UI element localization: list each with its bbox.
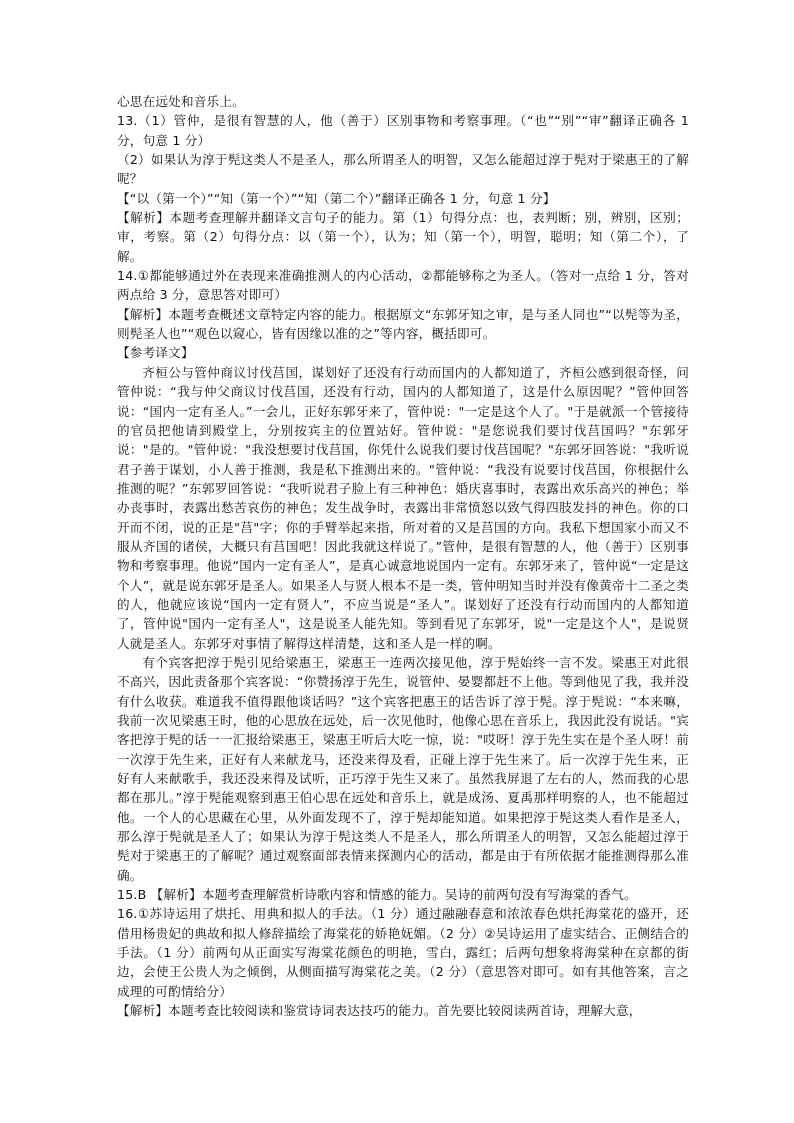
answer-15: 15.B 【解析】本题考查理解赏析诗歌内容和情感的能力。吴诗的前两句没有写海棠的香气。 [117,887,637,903]
answer-16: 16.①苏诗运用了烘托、用典和拟人的手法。（1 分）通过融融春意和浓浓春色烘托海棠花的盛开，还借用杨贵妃的典故和拟人修辞描绘了海棠花的娇艳妩媚。（2 分）②吴诗运用了虚实结合、正侧结合的手法。（1 分）前两句从正面实写海棠花颜色的明艳，雪白，露红；后两句想象将海棠种在京都的街边，会使王公贵人为之倾倒，从侧面描写海棠花之美。（2 分）（意思答对即可。如有其他答案，言之成理的可酌情给分） [117,906,689,999]
answer-13-part-2: （2）如果认为淳于髡这类人不是圣人，那么所谓圣人的明智，又怎么能超过淳于髡对于梁惠王的了解呢？ [117,152,689,187]
answer-document [117,92,689,1021]
answer-14-analysis: 【解析】本题考查概述文章特定内容的能力。根据原文“东郭牙知之审，是与圣人同也”“以髡等为圣，则髡圣人也”“观色以窥心，皆有因缘以准的之”等内容，概括即可。 [117,306,689,342]
answer-13-scoring: 【“以（第一个）”“知（第一个）”“知（第二个）”翻译正确各 1 分，句意 1 分】 [117,190,556,206]
answer-16-analysis: 【解析】本题考查比较阅读和鉴赏诗词表达技巧的能力。首先要比较阅读两首诗，理解大意， [117,1003,642,1019]
translation-paragraph-1: 齐桓公与管仲商议讨伐莒国，谋划好了还没有行动而国内的人都知道了，齐桓公感到很奇怪，问管仲说：“我与仲父商议讨伐莒国，还没有行动，国内的人都知道了，这是什么原因呢？”管仲回答说：“国内一定有圣人。”一会儿，正好东郭牙来了，管仲说："一定是这个人了。"于是就派一个管接待的官员把他请到殿堂上，分别按宾主的位置站好。管仲说："是您说我们要讨伐莒国吗？"东郭牙说："是的。"管仲说："我没想要讨伐莒国，你凭什么说我们要讨伐莒国呢？"东郭牙回答说："我听说君子善于谋划，小人善于推测，我是私下推测出来的。"管仲说：“我没有说要讨伐莒国，你根据什么推测的呢？”东郭罗回答说：“我听说君子脸上有三种神色：婚庆喜事时，表露出欢乐高兴的神色；举办丧事时，表露出愁苦哀伤的神色；发生战争时，表露出非常愤怒以致气得四肢发抖的神色。你的口开而不闭，说的正是"莒"字；你的手臂举起来指，所对着的又是莒国的方向。我私下想国家小而又不服从齐国的诸侯，大概只有莒国吧！因此我就这样说了。”管仲，是很有智慧的人，他（善于）区别事物和考察事理。他说“国内一定有圣人”，是真心诚意地说国内一定有。东郭牙来了，管仲说“一定是这个人”，就是说东郭牙是圣人。如果圣人与贤人根本不是一类，管仲明知当时并没有像黄帝十二圣之类的人，他就应该说“国内一定有贤人”，不应当说是“圣人”。谋划好了还没有行动而国内的人都知道了，管仲说"国内一定有圣人"，这是说圣人能先知。等到看见了东郭牙，说"一定是这个人"，是说贤人就是圣人。东郭牙对事情了解得这样清楚，这和圣人是一样的啊。 [117,364,689,651]
intro-tail-line: 心思在远处和音乐上。 [117,94,245,109]
answer-13-part-1: 13.（1）管仲，是很有智慧的人，他（善于）区别事物和考察事理。（“也”“别”“审”翻译正确各 1 分，句意 1 分） [117,113,689,148]
translation-paragraph-2: 有个宾客把淳于髡引见给梁惠王，梁惠王一连两次接见他，淳于髡始终一言不发。梁惠王对此很不高兴，因此责备那个宾客说：“你赞扬淳于先生，说管仲、晏婴都赶不上他。等到他见了我，我并没有什么收获。难道我不值得跟他谈话吗？”这个宾客把惠王的话告诉了淳于髡。淳于髡说：“本来嘛，我前一次见梁惠王时，他的心思放在远处，后一次见他时，他像心思在音乐上，我因此没有说话。"宾客把淳于髡的话一一汇报给梁惠王，梁惠王听后大吃一惊，说："哎呀！淳于先生实在是个圣人呀！前一次淳于先生来，正好有人来献龙马，还没来得及看，正碰上淳于先生来了。后一次淳于先生来，正好有人来献歌手，我还没来得及试听，正巧淳于先生又来了。虽然我屏退了左右的人，然而我的心思都在那儿。”淳于髡能观察到惠王伯心思在远处和音乐上，就是成汤、夏禹那样明察的人，也不能超过他。一个人的心思藏在心里，从外面发现不了，淳于髡却能知道。如果把淳于髡这类人看作是圣人，那么淳于髡就是圣人了；如果认为淳于髡这类人不是圣人，那么所谓圣人的明智，又怎么能超过淳于髡对于梁惠王的了解呢？通过观察面部表情来探测内心的活动，都是由于有所依据才能推测得那么准确。 [117,654,689,883]
answer-14: 14.①都能够通过外在表现来准确推测人的内心活动，②都能够称之为圣人。（答对一点给 1 分，答对两点给 3 分，意思答对即可） [117,268,689,303]
reference-translation-heading: 【参考译文】 [117,345,194,361]
answer-13-analysis: 【解析】本题考查理解并翻译文言句子的能力。第（1）句得分点：也，表判断；别，辨别，区别；审，考察。第（2）句得分点：以（第一个），认为；知（第一个），明智，聪明；知（第二个），了解。 [117,210,689,264]
